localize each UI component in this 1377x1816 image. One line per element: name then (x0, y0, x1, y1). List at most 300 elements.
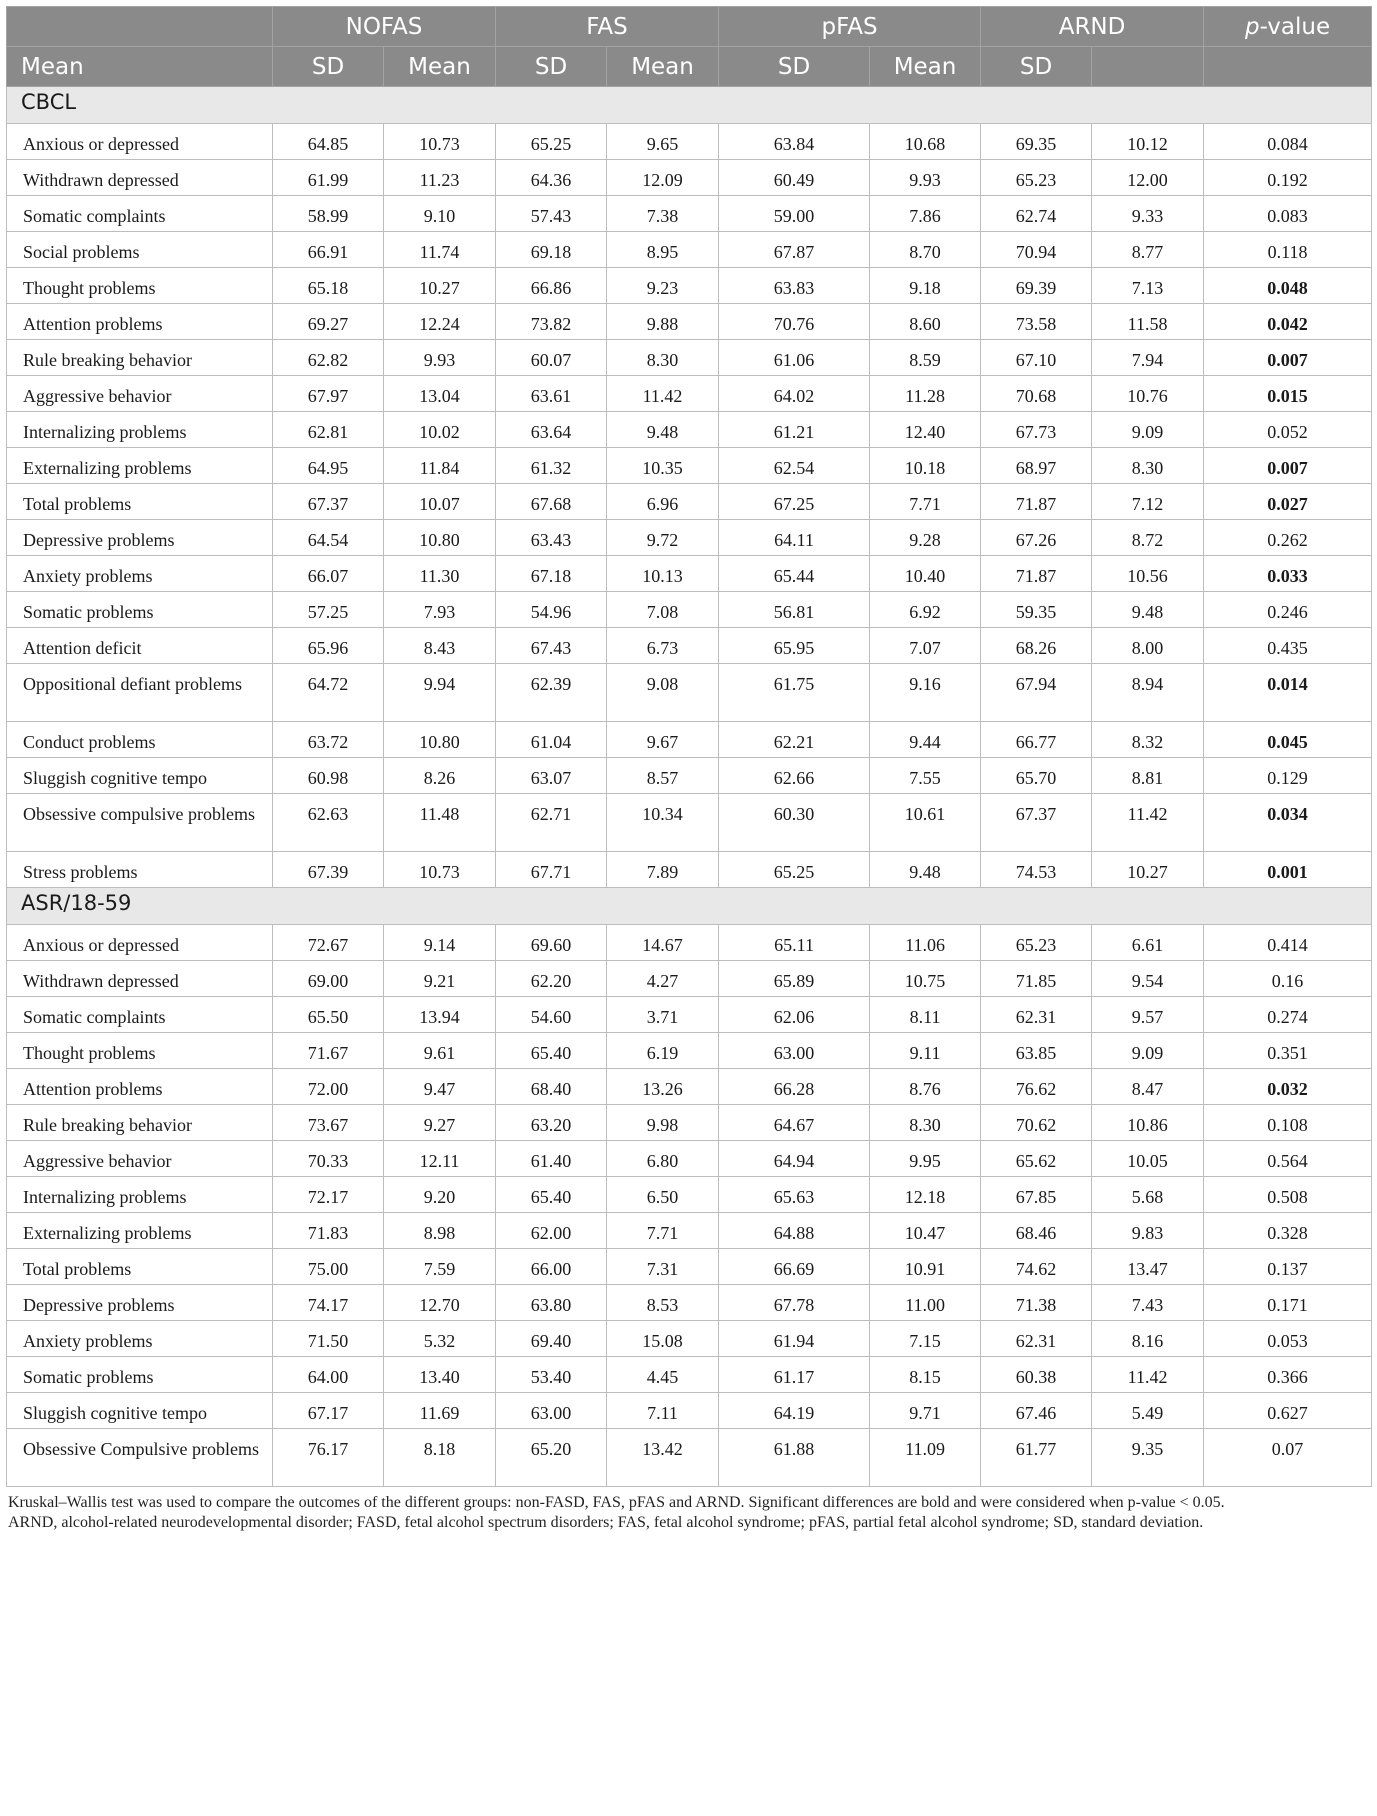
value-cell: 10.34 (607, 794, 719, 852)
value-cell: 7.13 (1092, 268, 1204, 304)
value-cell: 12.18 (870, 1177, 981, 1213)
header-pvalue (1204, 7, 1372, 47)
pvalue-cell: 0.033 (1204, 556, 1372, 592)
row-label: Externalizing problems (7, 448, 273, 484)
value-cell: 62.63 (273, 794, 384, 852)
header-stat-0: Mean (7, 47, 273, 87)
row-label: Thought problems (7, 268, 273, 304)
section-row (7, 87, 1372, 124)
value-cell: 7.31 (607, 1249, 719, 1285)
value-cell: 63.80 (496, 1285, 607, 1321)
value-cell: 7.71 (870, 484, 981, 520)
value-cell: 74.17 (273, 1285, 384, 1321)
value-cell: 68.26 (981, 628, 1092, 664)
value-cell: 10.73 (384, 124, 496, 160)
value-cell: 62.54 (719, 448, 870, 484)
header-group-fas: FAS (496, 7, 719, 47)
row-label: Somatic complaints (7, 997, 273, 1033)
value-cell: 11.09 (870, 1429, 981, 1487)
value-cell: 73.58 (981, 304, 1092, 340)
pvalue-cell: 0.192 (1204, 160, 1372, 196)
row-label: Somatic problems (7, 1357, 273, 1393)
row-label: Social problems (7, 232, 273, 268)
table-row (7, 1357, 1372, 1393)
value-cell: 61.88 (719, 1429, 870, 1487)
value-cell: 7.93 (384, 592, 496, 628)
value-cell: 65.89 (719, 961, 870, 997)
value-cell: 11.74 (384, 232, 496, 268)
header-stat-empty (1092, 47, 1204, 87)
pvalue-cell: 0.274 (1204, 997, 1372, 1033)
value-cell: 65.70 (981, 758, 1092, 794)
pvalue-cell: 0.118 (1204, 232, 1372, 268)
table-row (7, 722, 1372, 758)
value-cell: 9.44 (870, 722, 981, 758)
value-cell: 61.06 (719, 340, 870, 376)
value-cell: 66.00 (496, 1249, 607, 1285)
value-cell: 9.11 (870, 1033, 981, 1069)
value-cell: 67.26 (981, 520, 1092, 556)
value-cell: 9.48 (1092, 592, 1204, 628)
value-cell: 8.59 (870, 340, 981, 376)
value-cell: 11.30 (384, 556, 496, 592)
value-cell: 63.00 (496, 1393, 607, 1429)
value-cell: 11.42 (1092, 1357, 1204, 1393)
header-stat-3: SD (496, 47, 607, 87)
value-cell: 65.25 (496, 124, 607, 160)
value-cell: 9.23 (607, 268, 719, 304)
value-cell: 64.72 (273, 664, 384, 722)
value-cell: 9.08 (607, 664, 719, 722)
table-row (7, 412, 1372, 448)
value-cell: 14.67 (607, 925, 719, 961)
row-label: Externalizing problems (7, 1213, 273, 1249)
row-label: Rule breaking behavior (7, 340, 273, 376)
table-row (7, 1033, 1372, 1069)
value-cell: 67.37 (981, 794, 1092, 852)
value-cell: 8.53 (607, 1285, 719, 1321)
value-cell: 64.36 (496, 160, 607, 196)
table-wrapper (6, 6, 1371, 1533)
value-cell: 67.78 (719, 1285, 870, 1321)
pvalue-cell: 0.171 (1204, 1285, 1372, 1321)
value-cell: 11.48 (384, 794, 496, 852)
value-cell: 69.35 (981, 124, 1092, 160)
value-cell: 68.46 (981, 1213, 1092, 1249)
value-cell: 7.38 (607, 196, 719, 232)
value-cell: 62.31 (981, 997, 1092, 1033)
value-cell: 62.21 (719, 722, 870, 758)
value-cell: 7.55 (870, 758, 981, 794)
value-cell: 57.25 (273, 592, 384, 628)
value-cell: 69.60 (496, 925, 607, 961)
section-row (7, 888, 1372, 925)
value-cell: 9.33 (1092, 196, 1204, 232)
value-cell: 8.18 (384, 1429, 496, 1487)
value-cell: 62.20 (496, 961, 607, 997)
value-cell: 74.62 (981, 1249, 1092, 1285)
value-cell: 61.32 (496, 448, 607, 484)
row-label: Total problems (7, 484, 273, 520)
value-cell: 73.67 (273, 1105, 384, 1141)
value-cell: 64.19 (719, 1393, 870, 1429)
header-stat-1: SD (273, 47, 384, 87)
value-cell: 5.49 (1092, 1393, 1204, 1429)
pvalue-cell: 0.053 (1204, 1321, 1372, 1357)
header-pvalue-p: p (1244, 13, 1260, 40)
pvalue-cell: 0.627 (1204, 1393, 1372, 1429)
value-cell: 66.91 (273, 232, 384, 268)
value-cell: 9.48 (607, 412, 719, 448)
value-cell: 7.15 (870, 1321, 981, 1357)
value-cell: 59.35 (981, 592, 1092, 628)
row-label: Aggressive behavior (7, 376, 273, 412)
value-cell: 10.12 (1092, 124, 1204, 160)
table-row (7, 1429, 1372, 1487)
footnote-line: ARND, alcohol-related neurodevelopmental disorder; FASD, fetal alcohol spectrum disorders; FAS, fetal alcohol syndrome; pFAS, partial fetal alcohol syndrome; SD, standard deviation. (8, 1514, 1204, 1531)
value-cell: 7.43 (1092, 1285, 1204, 1321)
value-cell: 67.17 (273, 1393, 384, 1429)
value-cell: 65.40 (496, 1177, 607, 1213)
row-label: Anxiety problems (7, 556, 273, 592)
pvalue-cell: 0.048 (1204, 268, 1372, 304)
pvalue-cell: 0.246 (1204, 592, 1372, 628)
value-cell: 66.77 (981, 722, 1092, 758)
value-cell: 65.44 (719, 556, 870, 592)
value-cell: 61.75 (719, 664, 870, 722)
value-cell: 63.85 (981, 1033, 1092, 1069)
value-cell: 8.60 (870, 304, 981, 340)
row-label: Aggressive behavior (7, 1141, 273, 1177)
value-cell: 71.38 (981, 1285, 1092, 1321)
value-cell: 64.85 (273, 124, 384, 160)
value-cell: 71.85 (981, 961, 1092, 997)
value-cell: 11.84 (384, 448, 496, 484)
value-cell: 76.17 (273, 1429, 384, 1487)
value-cell: 7.08 (607, 592, 719, 628)
value-cell: 58.99 (273, 196, 384, 232)
value-cell: 71.50 (273, 1321, 384, 1357)
pvalue-cell: 0.564 (1204, 1141, 1372, 1177)
value-cell: 54.96 (496, 592, 607, 628)
value-cell: 9.18 (870, 268, 981, 304)
header-group-arnd: ARND (981, 7, 1204, 47)
row-label: Conduct problems (7, 722, 273, 758)
value-cell: 67.87 (719, 232, 870, 268)
value-cell: 7.59 (384, 1249, 496, 1285)
value-cell: 10.76 (1092, 376, 1204, 412)
value-cell: 13.47 (1092, 1249, 1204, 1285)
value-cell: 69.39 (981, 268, 1092, 304)
value-cell: 67.46 (981, 1393, 1092, 1429)
table-row (7, 520, 1372, 556)
header-stat-6: Mean (870, 47, 981, 87)
value-cell: 8.15 (870, 1357, 981, 1393)
row-label: Rule breaking behavior (7, 1105, 273, 1141)
table-row (7, 556, 1372, 592)
value-cell: 8.77 (1092, 232, 1204, 268)
value-cell: 61.21 (719, 412, 870, 448)
table-row (7, 304, 1372, 340)
value-cell: 8.98 (384, 1213, 496, 1249)
value-cell: 9.54 (1092, 961, 1204, 997)
value-cell: 76.62 (981, 1069, 1092, 1105)
value-cell: 69.18 (496, 232, 607, 268)
table-row (7, 1285, 1372, 1321)
value-cell: 61.99 (273, 160, 384, 196)
value-cell: 67.18 (496, 556, 607, 592)
table-row (7, 1213, 1372, 1249)
value-cell: 9.65 (607, 124, 719, 160)
pvalue-cell: 0.435 (1204, 628, 1372, 664)
value-cell: 7.86 (870, 196, 981, 232)
value-cell: 66.28 (719, 1069, 870, 1105)
row-label: Attention deficit (7, 628, 273, 664)
value-cell: 12.00 (1092, 160, 1204, 196)
row-label: Thought problems (7, 1033, 273, 1069)
pvalue-cell: 0.16 (1204, 961, 1372, 997)
value-cell: 65.50 (273, 997, 384, 1033)
value-cell: 65.63 (719, 1177, 870, 1213)
value-cell: 65.23 (981, 925, 1092, 961)
value-cell: 10.73 (384, 852, 496, 888)
value-cell: 10.40 (870, 556, 981, 592)
value-cell: 9.35 (1092, 1429, 1204, 1487)
table-header (7, 7, 1372, 87)
pvalue-cell: 0.129 (1204, 758, 1372, 794)
value-cell: 8.11 (870, 997, 981, 1033)
row-label: Internalizing problems (7, 412, 273, 448)
value-cell: 9.61 (384, 1033, 496, 1069)
value-cell: 70.68 (981, 376, 1092, 412)
value-cell: 6.80 (607, 1141, 719, 1177)
table-row (7, 961, 1372, 997)
row-label: Obsessive Compulsive problems (7, 1429, 273, 1487)
pvalue-cell: 0.07 (1204, 1429, 1372, 1487)
value-cell: 8.26 (384, 758, 496, 794)
table-row (7, 592, 1372, 628)
pvalue-cell: 0.001 (1204, 852, 1372, 888)
pvalue-cell: 0.042 (1204, 304, 1372, 340)
row-label: Anxiety problems (7, 1321, 273, 1357)
value-cell: 68.97 (981, 448, 1092, 484)
value-cell: 6.96 (607, 484, 719, 520)
footnote-line: Kruskal–Wallis test was used to compare the outcomes of the different groups: non-FASD, FAS, pFAS and ARND. Significant differences are bold and were considered when p-value < 0.05. (8, 1494, 1225, 1511)
value-cell: 8.76 (870, 1069, 981, 1105)
table-row (7, 1177, 1372, 1213)
row-label: Anxious or depressed (7, 925, 273, 961)
value-cell: 8.16 (1092, 1321, 1204, 1357)
row-label: Total problems (7, 1249, 273, 1285)
value-cell: 63.72 (273, 722, 384, 758)
pvalue-cell: 0.108 (1204, 1105, 1372, 1141)
row-label: Withdrawn depressed (7, 961, 273, 997)
value-cell: 11.42 (1092, 794, 1204, 852)
value-cell: 67.94 (981, 664, 1092, 722)
value-cell: 9.47 (384, 1069, 496, 1105)
value-cell: 8.30 (1092, 448, 1204, 484)
value-cell: 10.75 (870, 961, 981, 997)
table-row (7, 376, 1372, 412)
header-group-row (7, 7, 1372, 47)
value-cell: 61.17 (719, 1357, 870, 1393)
value-cell: 7.71 (607, 1213, 719, 1249)
value-cell: 69.40 (496, 1321, 607, 1357)
pvalue-cell: 0.262 (1204, 520, 1372, 556)
value-cell: 6.73 (607, 628, 719, 664)
row-label: Somatic problems (7, 592, 273, 628)
value-cell: 62.74 (981, 196, 1092, 232)
value-cell: 67.68 (496, 484, 607, 520)
table-row (7, 1141, 1372, 1177)
row-label: Obsessive compulsive problems (7, 794, 273, 852)
value-cell: 64.11 (719, 520, 870, 556)
value-cell: 9.88 (607, 304, 719, 340)
value-cell: 12.11 (384, 1141, 496, 1177)
value-cell: 6.19 (607, 1033, 719, 1069)
value-cell: 3.71 (607, 997, 719, 1033)
value-cell: 8.95 (607, 232, 719, 268)
value-cell: 57.43 (496, 196, 607, 232)
value-cell: 63.20 (496, 1105, 607, 1141)
table-row (7, 794, 1372, 852)
row-label: Depressive problems (7, 520, 273, 556)
pvalue-cell: 0.034 (1204, 794, 1372, 852)
value-cell: 7.11 (607, 1393, 719, 1429)
value-cell: 71.87 (981, 484, 1092, 520)
value-cell: 8.30 (607, 340, 719, 376)
value-cell: 56.81 (719, 592, 870, 628)
value-cell: 11.23 (384, 160, 496, 196)
value-cell: 9.28 (870, 520, 981, 556)
value-cell: 12.24 (384, 304, 496, 340)
value-cell: 71.87 (981, 556, 1092, 592)
value-cell: 12.70 (384, 1285, 496, 1321)
header-stat-2: Mean (384, 47, 496, 87)
value-cell: 8.94 (1092, 664, 1204, 722)
table-row (7, 160, 1372, 196)
table-row (7, 484, 1372, 520)
header-pvalue-rest: -value (1259, 13, 1331, 40)
value-cell: 67.73 (981, 412, 1092, 448)
value-cell: 60.98 (273, 758, 384, 794)
header-stat-empty-pv (1204, 47, 1372, 87)
value-cell: 10.56 (1092, 556, 1204, 592)
value-cell: 9.93 (384, 340, 496, 376)
value-cell: 6.61 (1092, 925, 1204, 961)
value-cell: 64.67 (719, 1105, 870, 1141)
value-cell: 9.98 (607, 1105, 719, 1141)
value-cell: 61.40 (496, 1141, 607, 1177)
value-cell: 8.00 (1092, 628, 1204, 664)
row-label: Internalizing problems (7, 1177, 273, 1213)
row-label: Sluggish cognitive tempo (7, 1393, 273, 1429)
value-cell: 10.68 (870, 124, 981, 160)
pvalue-cell: 0.045 (1204, 722, 1372, 758)
value-cell: 73.82 (496, 304, 607, 340)
value-cell: 10.27 (1092, 852, 1204, 888)
value-cell: 67.37 (273, 484, 384, 520)
table-row (7, 925, 1372, 961)
value-cell: 60.49 (719, 160, 870, 196)
value-cell: 63.84 (719, 124, 870, 160)
header-group-nofas: NOFAS (273, 7, 496, 47)
value-cell: 67.85 (981, 1177, 1092, 1213)
value-cell: 10.07 (384, 484, 496, 520)
value-cell: 63.61 (496, 376, 607, 412)
value-cell: 74.53 (981, 852, 1092, 888)
table-row (7, 1069, 1372, 1105)
table-row (7, 664, 1372, 722)
value-cell: 8.72 (1092, 520, 1204, 556)
value-cell: 11.06 (870, 925, 981, 961)
value-cell: 10.05 (1092, 1141, 1204, 1177)
value-cell: 9.71 (870, 1393, 981, 1429)
row-label: Attention problems (7, 304, 273, 340)
value-cell: 13.94 (384, 997, 496, 1033)
value-cell: 65.18 (273, 268, 384, 304)
value-cell: 65.23 (981, 160, 1092, 196)
value-cell: 8.32 (1092, 722, 1204, 758)
value-cell: 71.67 (273, 1033, 384, 1069)
value-cell: 68.40 (496, 1069, 607, 1105)
header-group-pfas: pFAS (719, 7, 981, 47)
value-cell: 9.21 (384, 961, 496, 997)
value-cell: 63.83 (719, 268, 870, 304)
value-cell: 70.94 (981, 232, 1092, 268)
table-row (7, 852, 1372, 888)
value-cell: 61.94 (719, 1321, 870, 1357)
value-cell: 9.72 (607, 520, 719, 556)
results-table (6, 6, 1372, 1487)
value-cell: 72.00 (273, 1069, 384, 1105)
value-cell: 66.69 (719, 1249, 870, 1285)
value-cell: 10.91 (870, 1249, 981, 1285)
value-cell: 7.94 (1092, 340, 1204, 376)
value-cell: 12.40 (870, 412, 981, 448)
header-stat-7: SD (981, 47, 1092, 87)
value-cell: 70.62 (981, 1105, 1092, 1141)
value-cell: 67.97 (273, 376, 384, 412)
value-cell: 62.82 (273, 340, 384, 376)
value-cell: 4.45 (607, 1357, 719, 1393)
value-cell: 62.06 (719, 997, 870, 1033)
value-cell: 72.67 (273, 925, 384, 961)
header-empty-cell (7, 7, 273, 47)
value-cell: 6.92 (870, 592, 981, 628)
value-cell: 63.07 (496, 758, 607, 794)
value-cell: 64.54 (273, 520, 384, 556)
value-cell: 12.09 (607, 160, 719, 196)
value-cell: 64.02 (719, 376, 870, 412)
value-cell: 10.80 (384, 520, 496, 556)
value-cell: 11.69 (384, 1393, 496, 1429)
value-cell: 8.47 (1092, 1069, 1204, 1105)
value-cell: 9.20 (384, 1177, 496, 1213)
value-cell: 54.60 (496, 997, 607, 1033)
value-cell: 9.09 (1092, 412, 1204, 448)
value-cell: 62.00 (496, 1213, 607, 1249)
value-cell: 9.83 (1092, 1213, 1204, 1249)
value-cell: 10.27 (384, 268, 496, 304)
row-label: Sluggish cognitive tempo (7, 758, 273, 794)
value-cell: 65.11 (719, 925, 870, 961)
value-cell: 8.81 (1092, 758, 1204, 794)
value-cell: 70.76 (719, 304, 870, 340)
value-cell: 67.25 (719, 484, 870, 520)
value-cell: 7.89 (607, 852, 719, 888)
value-cell: 69.00 (273, 961, 384, 997)
